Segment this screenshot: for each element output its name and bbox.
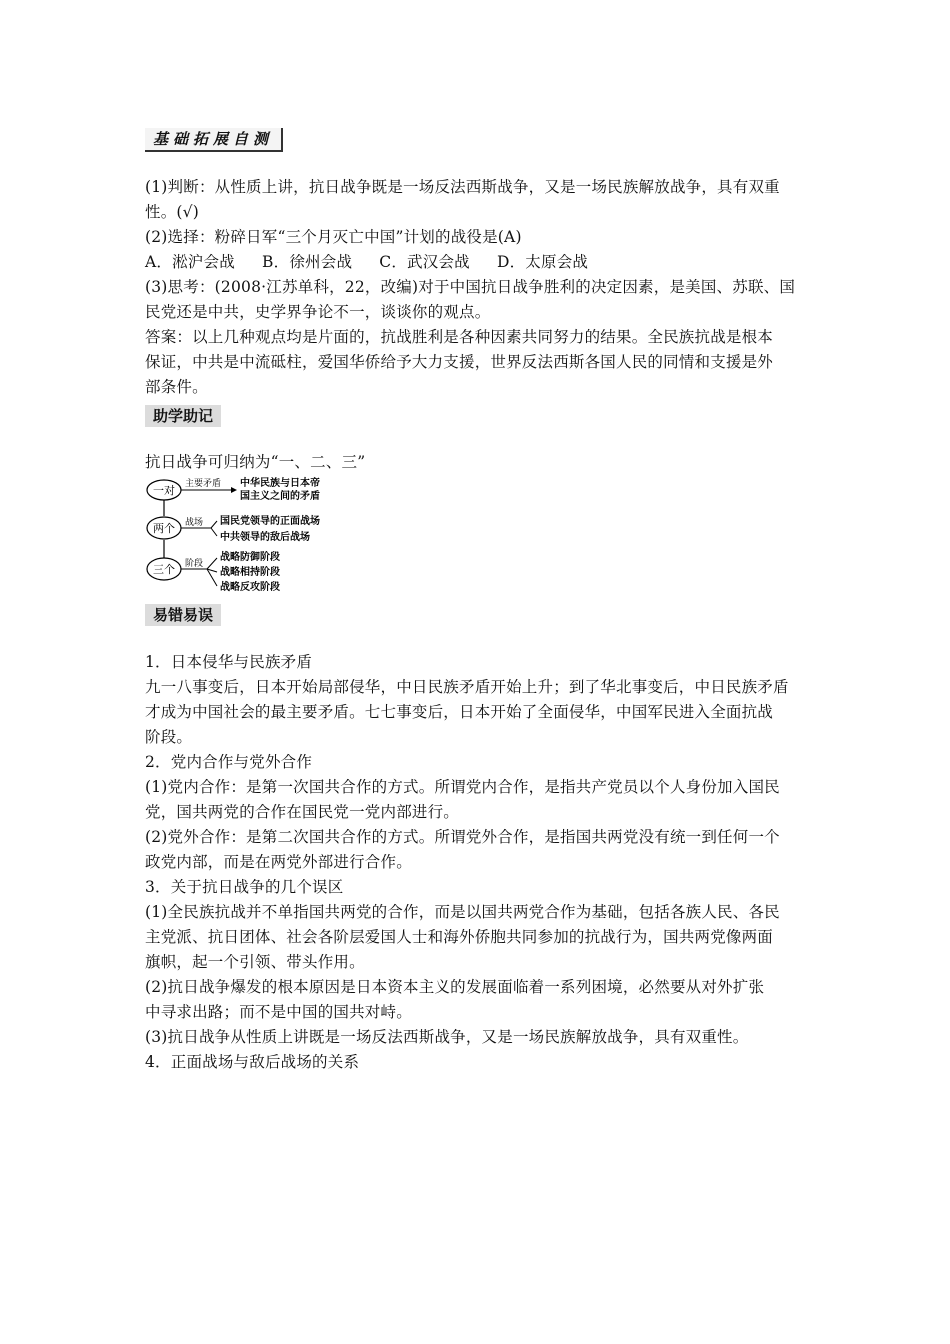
question-1-line-1: (1)判断：从性质上讲，抗日战争既是一场反法西斯战争，又是一场民族解放战争，具有双重 <box>145 178 780 196</box>
node-two-relation: 战场 <box>185 518 204 528</box>
errors-line: 2．党内合作与党外合作 <box>145 753 313 771</box>
section-heading-common-errors: 易错易误 <box>145 604 221 626</box>
node-three-label: 三个 <box>153 563 175 576</box>
errors-line: 党，国共两党的合作在国民党一党内部进行。 <box>145 803 460 821</box>
node-one-text-2: 国主义之间的矛盾 <box>240 491 320 502</box>
node-two-text-1: 国民党领导的正面战场 <box>220 516 320 527</box>
errors-line: 九一八事变后，日本开始局部侵华，中日民族矛盾开始上升；到了华北事变后，中日民族矛盾 <box>145 678 789 696</box>
node-one-relation: 主要矛盾 <box>185 479 222 489</box>
option-b: B．徐州会战 <box>262 253 353 271</box>
node-two-text-2: 中共领导的敌后战场 <box>220 532 310 543</box>
node-one-text-1: 中华民族与日本帝 <box>240 478 320 489</box>
errors-line: 4．正面战场与敌后战场的关系 <box>145 1053 360 1071</box>
errors-line: (2)党外合作：是第二次国共合作的方式。所谓党外合作，是指国共两党没有统一到任何一个 <box>145 828 780 846</box>
option-d: D．太原会战 <box>496 253 589 271</box>
errors-line: 阶段。 <box>145 728 193 746</box>
errors-line: 旗帜，起一个引领、带头作用。 <box>145 953 365 971</box>
errors-line: (1)党内合作：是第一次国共合作的方式。所谓党内合作，是指共产党员以个人身份加入国民 <box>145 778 780 796</box>
errors-line: (1)全民族抗战并不单指国共两党的合作，而是以国共两党合作为基础，包括各族人民、各民 <box>145 903 780 921</box>
branch-line <box>207 558 217 569</box>
branch-line <box>211 521 217 528</box>
option-c: C．武汉会战 <box>379 253 470 271</box>
answer-line-3: 部条件。 <box>145 378 208 396</box>
question-3-line-1: (3)思考：(2008·江苏单科，22，改编)对于中国抗日战争胜利的决定因素，是美国、苏联、国 <box>145 278 796 296</box>
errors-line: 政党内部，而是在两党外部进行合作。 <box>145 853 412 871</box>
option-a: A．淞沪会战 <box>145 253 235 271</box>
errors-line: 主党派、抗日团体、社会各阶层爱国人士和海外侨胞共同参加的抗战行为，国共两党像两面 <box>145 928 774 946</box>
section-heading-self-test: 基础拓展自测 <box>145 128 283 152</box>
errors-line: 3．关于抗日战争的几个误区 <box>145 878 344 896</box>
errors-line: 1．日本侵华与民族矛盾 <box>145 653 313 671</box>
question-2: (2)选择：粉碎日军“三个月灭亡中国”计划的战役是(A) <box>145 228 522 246</box>
errors-line: 才成为中国社会的最主要矛盾。七七事变后，日本开始了全面侵华，中国军民进入全面抗战 <box>145 703 774 721</box>
node-three-text-2: 战略相持阶段 <box>220 567 280 578</box>
question-2-options <box>145 250 815 274</box>
errors-line: (2)抗日战争爆发的根本原因是日本资本主义的发展面临着一系列困境，必然要从对外扩张 <box>145 978 765 996</box>
question-1-line-2: 性。(√) <box>145 203 199 221</box>
answer-line-1: 答案：以上几种观点均是片面的，抗战胜利是各种因素共同努力的结果。全民族抗战是根本 <box>145 328 774 346</box>
question-3-line-2: 民党还是中共，史学界争论不一，谈谈你的观点。 <box>145 303 491 321</box>
node-three-text-3: 战略反攻阶段 <box>220 582 280 593</box>
errors-line: 中寻求出路；而不是中国的国共对峙。 <box>145 1003 412 1021</box>
diagram-intro: 抗日战争可归纳为“一、二、三” <box>145 453 366 471</box>
branch-line <box>211 528 217 536</box>
summary-diagram <box>145 474 375 593</box>
arrow-head <box>231 487 237 493</box>
node-one-label: 一对 <box>153 484 175 497</box>
errors-line: (3)抗日战争从性质上讲既是一场反法西斯战争，又是一场民族解放战争，具有双重性。 <box>145 1028 749 1046</box>
node-two-label: 两个 <box>153 522 175 535</box>
section-heading-memory-aid: 助学助记 <box>145 405 221 427</box>
node-three-text-1: 战略防御阶段 <box>220 552 280 563</box>
answer-line-2: 保证，中共是中流砥柱，爱国华侨给予大力支援，世界反法西斯各国人民的同情和支援是外 <box>145 353 774 371</box>
node-three-relation: 阶段 <box>185 559 204 569</box>
